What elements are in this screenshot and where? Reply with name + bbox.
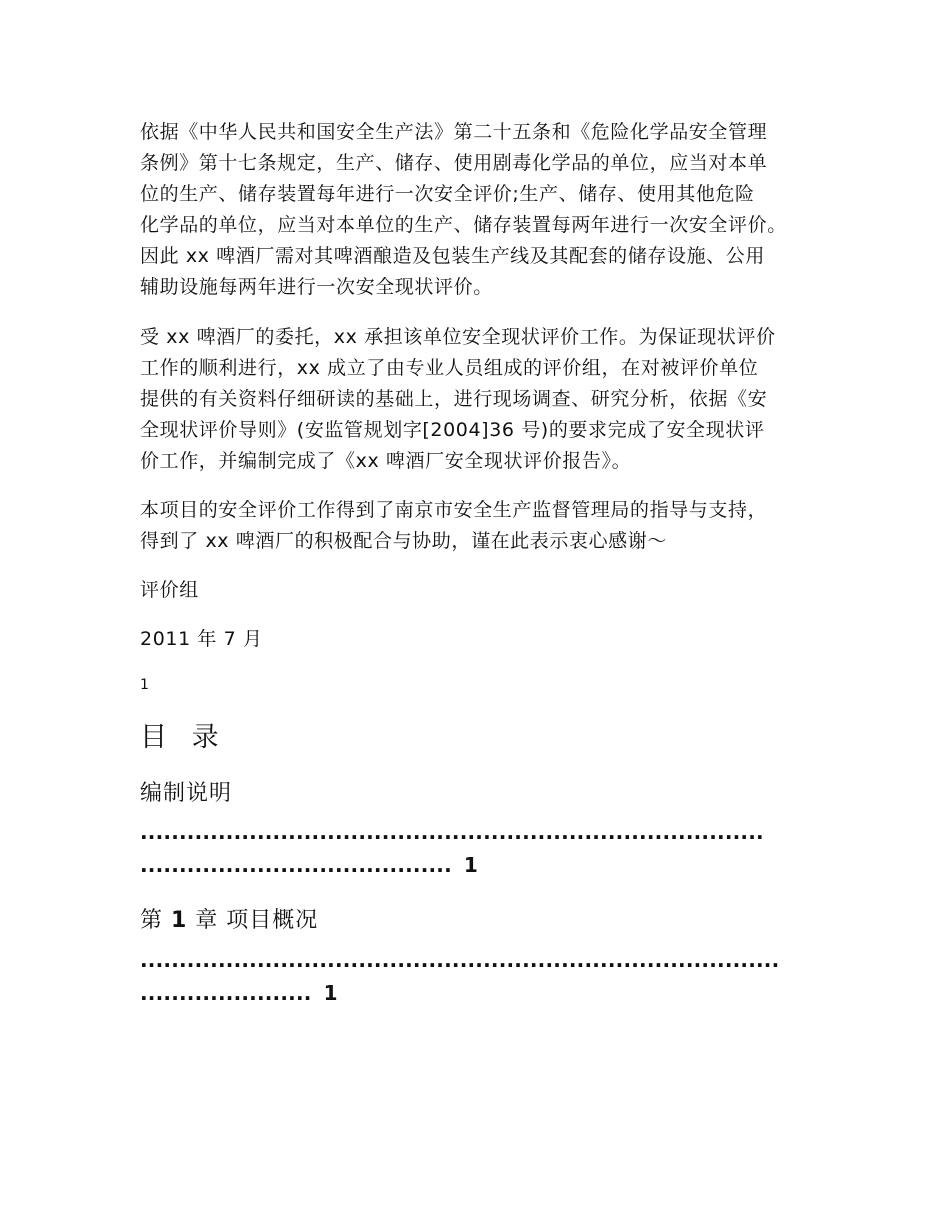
toc-leader-dots: ........................................ bbox=[140, 853, 452, 877]
toc-leader-row bbox=[140, 979, 338, 1007]
paragraph-line: 得到了 xx 啤酒厂的积极配合与协助，谨在此表示衷心感谢～ bbox=[140, 530, 667, 552]
paragraph-line: 化学品的单位，应当对本单位的生产、储存装置每两年进行一次安全评价。 bbox=[140, 214, 787, 236]
toc-entry-title[interactable]: 编制说明 bbox=[140, 781, 233, 806]
toc-leader-row bbox=[140, 851, 478, 879]
toc-page-number[interactable]: 1 bbox=[323, 981, 338, 1005]
chapter-number: 1 bbox=[171, 908, 188, 933]
paragraph-line: 条例》第十七条规定，生产、储存、使用剧毒化学品的单位，应当对本单 bbox=[140, 152, 768, 174]
toc-leader-dots: .................................................................................. bbox=[140, 948, 780, 972]
paragraph-line: 全现状评价导则》(安监管规划字[2004]36 号)的要求完成了安全现状评 bbox=[140, 419, 765, 441]
page-number: 1 bbox=[140, 677, 149, 693]
paragraph-line: 位的生产、储存装置每年进行一次安全评价;生产、储存、使用其他危险 bbox=[140, 183, 755, 205]
intro-paragraph-3 bbox=[140, 495, 767, 557]
chapter-title: 章 项目概况 bbox=[187, 908, 319, 933]
paragraph-line: 价工作，并编制完成了《xx 啤酒厂安全现状评价报告》。 bbox=[140, 450, 632, 472]
date: 2011 年 7 月 bbox=[140, 628, 263, 650]
intro-paragraph-2 bbox=[140, 322, 776, 477]
paragraph-line: 因此 xx 啤酒厂需对其啤酒酿造及包装生产线及其配套的储存设施、公用 bbox=[140, 245, 765, 267]
paragraph-line: 受 xx 啤酒厂的委托，xx 承担该单位安全现状评价工作。为保证现状评价 bbox=[140, 326, 776, 348]
toc-entry-title[interactable] bbox=[140, 906, 318, 936]
paragraph-line: 本项目的安全评价工作得到了南京市安全生产监督管理局的指导与支持， bbox=[140, 499, 768, 521]
toc-leader-dots: ................................................................................ bbox=[140, 820, 764, 844]
toc-page-number[interactable]: 1 bbox=[463, 853, 479, 877]
toc-leader-dots: ...................... bbox=[140, 981, 312, 1005]
paragraph-line: 辅助设施每两年进行一次安全现状评价。 bbox=[140, 276, 493, 298]
paragraph-line: 提供的有关资料仔细研读的基础上，进行现场调查、研究分析，依据《安 bbox=[140, 388, 768, 410]
paragraph-line: 依据《中华人民共和国安全生产法》第二十五条和《危险化学品安全管理 bbox=[140, 121, 768, 143]
signature: 评价组 bbox=[140, 579, 199, 601]
chapter-prefix: 第 bbox=[140, 908, 171, 933]
intro-paragraph-1 bbox=[140, 117, 787, 303]
toc-title: 目 录 bbox=[140, 722, 227, 753]
paragraph-line: 工作的顺利进行，xx 成立了由专业人员组成的评价组，在对被评价单位 bbox=[140, 357, 759, 379]
